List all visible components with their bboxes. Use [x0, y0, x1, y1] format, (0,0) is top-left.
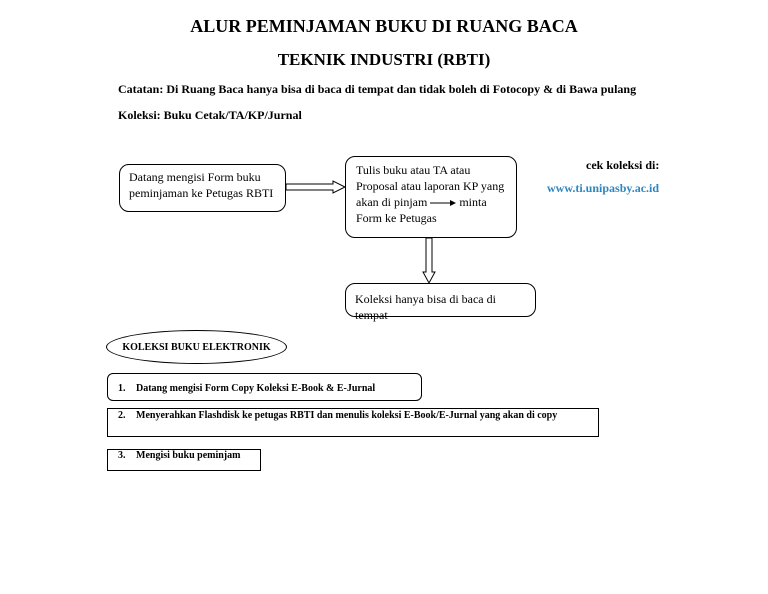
step1-line1: Datang mengisi Form buku [129, 170, 261, 184]
step2-line3-a: akan di pinjam [356, 195, 428, 209]
step1-line2: peminjaman ke Petugas RBTI [129, 186, 274, 200]
step2-line4: Form ke Petugas [356, 211, 437, 225]
ebook-heading [106, 330, 287, 364]
page-title: ALUR PEMINJAMAN BUKU DI RUANG BACA [190, 16, 578, 36]
ebook-step-3-text: Mengisi buku peminjam [136, 450, 241, 461]
note-catatan: Catatan: Di Ruang Baca hanya bisa di baca di tempat dan tidak boleh di Fotocopy & di Bawa pulang [118, 82, 637, 96]
ebook-step-1-text: Datang mengisi Form Copy Koleksi E-Book & E-Jurnal [136, 383, 376, 394]
ebook-step-2-text: Menyerahkan Flashdisk ke petugas RBTI dan menulis koleksi E-Book/E-Jurnal yang akan di copy [136, 410, 558, 421]
page-subtitle: TEKNIK INDUSTRI (RBTI) [277, 50, 491, 69]
arrow-right-hollow-icon [286, 181, 345, 193]
ebook-step-1 [107, 373, 422, 401]
check-url-link[interactable]: www.ti.unipasby.ac.id [547, 181, 660, 195]
ebook-step-2-num: 2. [118, 410, 126, 421]
ebook-heading-text: KOLEKSI BUKU ELEKTRONIK [122, 341, 271, 353]
step3-text: Koleksi hanya bisa di baca di tempat [355, 292, 496, 322]
step2-line2: Proposal atau laporan KP yang [356, 179, 505, 193]
step2-line3-b: minta [459, 195, 487, 209]
ebook-step-1-num: 1. [118, 383, 126, 394]
ebook-step-3-num: 3. [118, 450, 126, 461]
check-label: cek koleksi di: [586, 158, 660, 172]
ebook-step-2 [107, 408, 599, 437]
arrow-down-hollow-icon [423, 238, 435, 283]
step2-line1: Tulis buku atau TA atau [356, 163, 471, 177]
ebook-step-3 [107, 449, 261, 471]
note-koleksi: Koleksi: Buku Cetak/TA/KP/Jurnal [118, 108, 302, 122]
